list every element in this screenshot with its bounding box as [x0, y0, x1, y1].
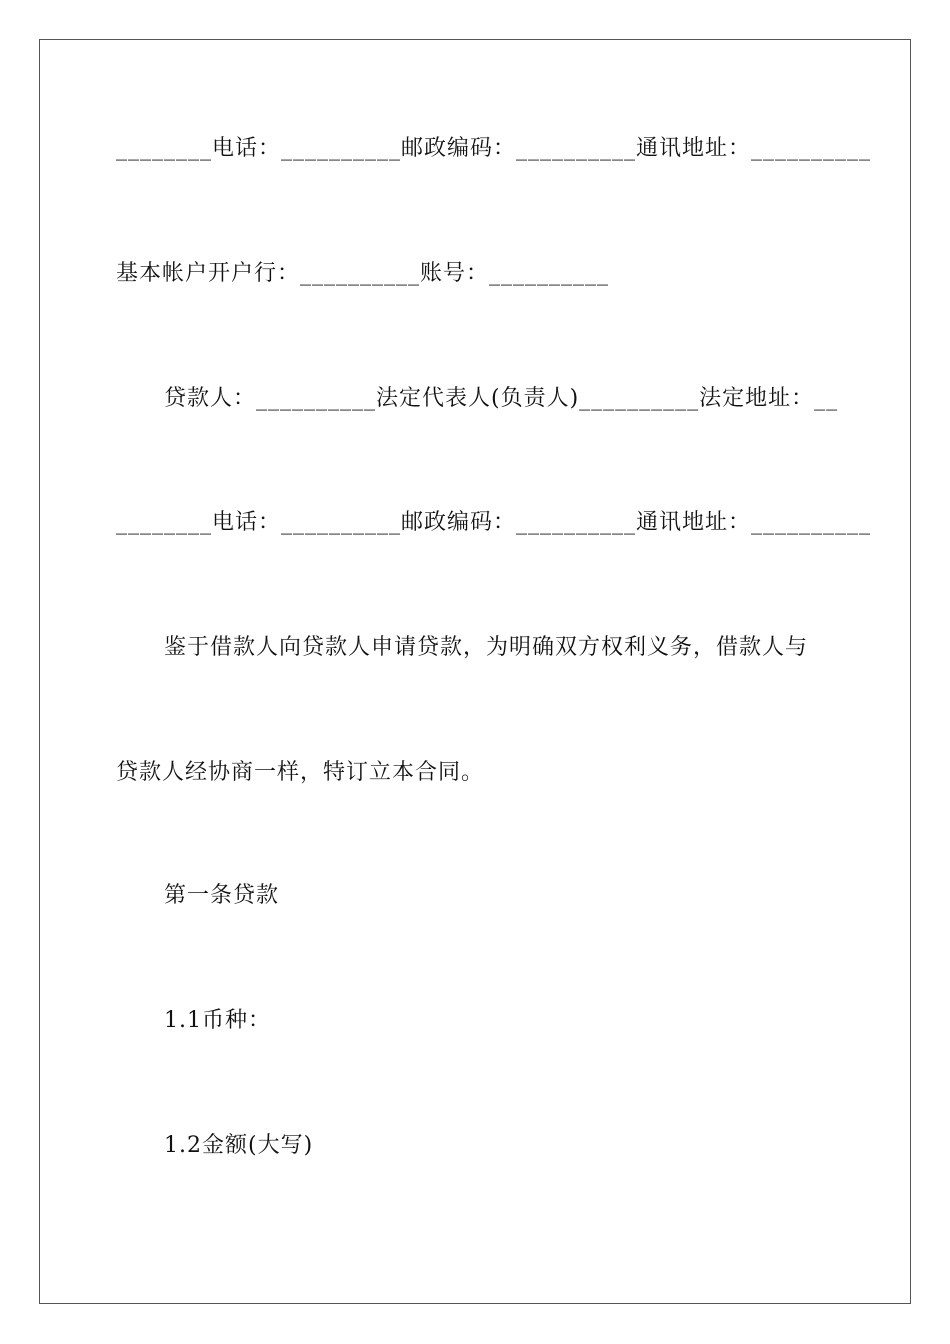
lender-info-line: 贷款人：__________法定代表人(负责人)__________法定地址：__	[164, 386, 839, 411]
clause-1-2-amount: 1.2金额(大写)	[164, 1133, 314, 1158]
borrower-contact-line: ________电话：__________邮政编码：__________通讯地址：__________	[116, 136, 872, 161]
preamble-line-2: 贷款人经协商一样，特订立本合同。	[116, 760, 485, 785]
preamble-line-1: 鉴于借款人向贷款人申请贷款，为明确双方权利义务，借款人与	[164, 635, 809, 660]
article-1-heading: 第一条贷款	[164, 883, 280, 908]
clause-1-1-currency: 1.1币种：	[164, 1008, 271, 1033]
borrower-account-line: 基本帐户开户行：__________账号：__________	[116, 261, 610, 286]
lender-contact-line: ________电话：__________邮政编码：__________通讯地址：__________	[116, 510, 872, 535]
page-border	[39, 39, 911, 1304]
